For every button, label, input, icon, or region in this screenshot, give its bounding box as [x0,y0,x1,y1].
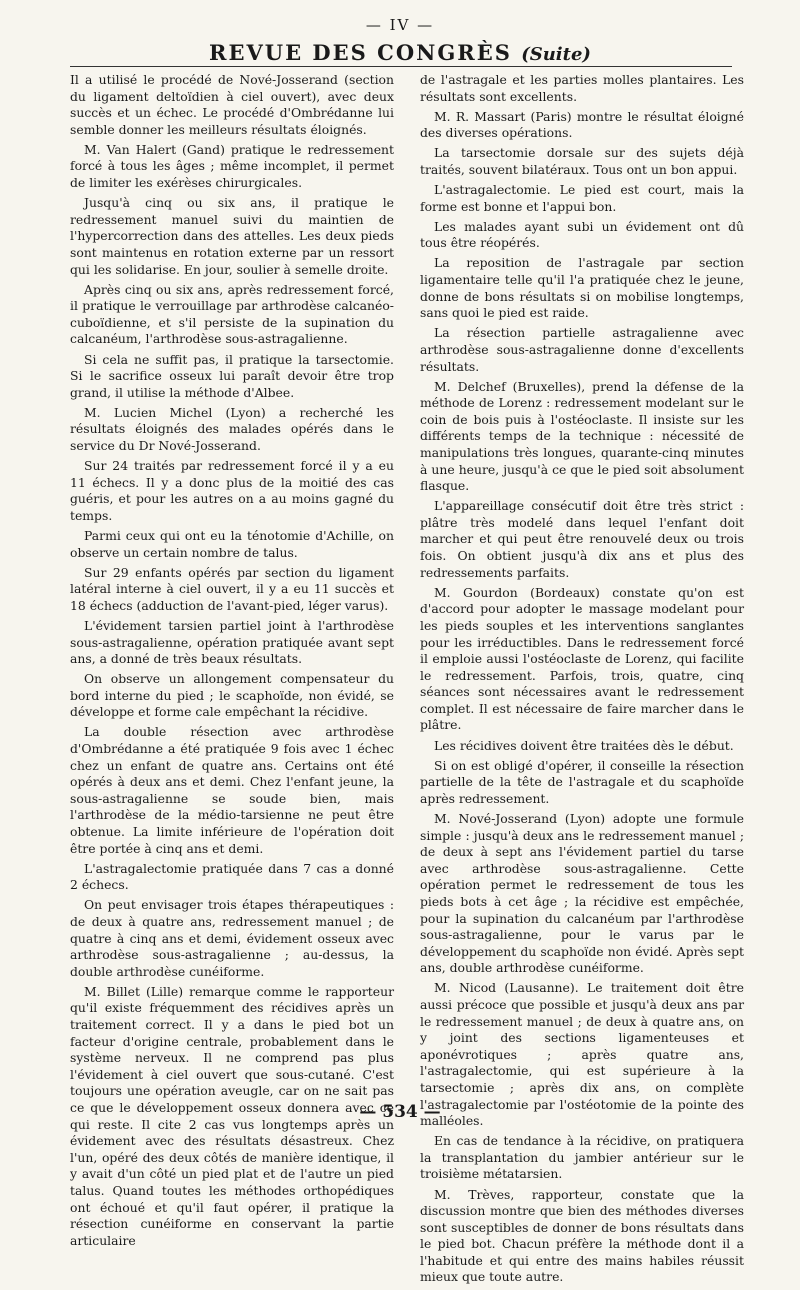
page-title [0,40,800,65]
paragraph: Les malades ayant subi un évidement ont dû tous être réopérés. [420,218,744,251]
page-number: — 534 — [359,1102,441,1122]
paragraph: En cas de tendance à la récidive, on pratiquera la transplantation du jambier antérieur sur le troisième métatarsien. [420,1133,744,1182]
paragraph: Si on est obligé d'opérer, il conseille la résection partielle de la tête de l'astragale et du scaphoïde après redressement. [420,757,744,806]
paragraph: M. Delchef (Bruxelles), prend la défense de la méthode de Lorenz : redressement modelant sur le coin de bois puis à l'ostéoclaste. Il insiste sur les différents temps de la technique : nécessité de manipulations très longues, quarante-cinq minutes à une heure, jusqu'à ce que le pied soit absolument flasque. [420,378,744,494]
paragraph: M. Billet (Lille) remarque comme le rapporteur qu'il existe fréquemment des récidives après un traitement correct. Il y a dans le pied bot un facteur d'origine centrale, probablement dans le système nerveux. Il ne comprend pas plus l'évidement à ciel ouvert que sous-cutané. C'est toujours une opération aveugle, car on ne sait pas ce que le développement osseux donnera avec ce qui reste. Il cite 2 cas vus longtemps après un évidement avec des résultats désastreux. Chez l'un, opéré des deux côtés de manière identique, il y avait d'un côté un pied plat et de l'autre un pied talus. Quand toutes les méthodes orthopédiques ont échoué et qu'il faut opérer, il pratique la résection cunéiforme en conservant la partie articulaire [70,983,394,1248]
paragraph: La double résection avec arthrodèse d'Ombrédanne a été pratiquée 9 fois avec 1 échec chez un enfant de quatre ans. Certains ont été opérés à deux ans et demi. Chez l'enfant jeune, la sous-astragalienne se soude bien, mais l'arthrodèse de la médio-tarsienne ne peut être obtenue. La limite inférieure de l'opération doit être portée à cinq ans et demi. [70,724,394,856]
paragraph: de l'astragale et les parties molles plantaires. Les résultats sont excellents. [420,72,744,104]
paragraph: L'astragalectomie. Le pied est court, mais la forme est bonne et l'appui bon. [420,182,744,214]
paragraph: Jusqu'à cinq ou six ans, il pratique le redressement manuel suivi du maintien de l'hypercorrection dans des attelles. Les deux pieds sont maintenus en rotation externe par un ressort qui les solidarise. En jour, soulier à semelle droite. [70,195,394,277]
paragraph: Il a utilisé le procédé de Nové-Josserand (section du ligament deltoïdien à ciel ouvert), avec deux succès et un échec. Le procédé d'Ombrédanne lui semble donner les meilleurs résultats éloignés. [70,72,394,137]
paragraph: M. R. Massart (Paris) montre le résultat éloigné des diverses opérations. [420,108,744,141]
paragraph: Sur 29 enfants opérés par section du ligament latéral interne à ciel ouvert, il y a eu 11 succès et 18 échecs (adduction de l'avant-pied, léger varus). [70,564,394,613]
title-text: REVUE DES CONGRÈS [209,40,512,65]
paragraph: Sur 24 traités par redressement forcé il y a eu 11 échecs. Il y a donc plus de la moitié des cas guéris, et pour les autres on a au moins gagné du temps. [70,458,394,523]
paragraph: La tarsectomie dorsale sur des sujets déjà traités, souvent bilatéraux. Tous ont un bon appui. [420,145,744,177]
paragraph: La reposition de l'astragale par section ligamentaire telle qu'il l'a pratiquée chez le jeune, donne de bons résultats si on mobilise longtemps, sans quoi le pied est raide. [420,255,744,321]
paragraph: L'astragalectomie pratiquée dans 7 cas a donné 2 échecs. [70,860,394,893]
title-rule [70,66,732,67]
paragraph: Parmi ceux qui ont eu la ténotomie d'Achille, on observe un certain nombre de talus. [70,527,394,560]
left-column [70,72,394,1253]
top-section-marker: — IV — [365,16,435,34]
paragraph: La résection partielle astragalienne avec arthrodèse sous-astragalienne donne d'excellents résultats. [420,325,744,374]
paragraph: M. Van Halert (Gand) pratique le redressement forcé à tous les âges ; même incomplet, il permet de limiter les exérèses chirurgicales. [70,141,394,191]
paragraph: Après cinq ou six ans, après redressement forcé, il pratique le verrouillage par arthrodèse calcanéo-cuboïdienne, et s'il persiste de la supination du calcanéum, l'arthrodèse sous-astragalienne. [70,281,394,347]
paragraph: L'appareillage consécutif doit être très strict : plâtre très modelé dans lequel l'enfant doit marcher et qui peut être renouvelé deux ou trois fois. On obtient jusqu'à dix ans et plus des redressements parfaits. [420,498,744,580]
paragraph: On observe un allongement compensateur du bord interne du pied ; le scaphoïde, non évidé, se développe et forme cale empêchant la récidive. [70,671,394,720]
paragraph: M. Gourdon (Bordeaux) constate qu'on est d'accord pour adopter le massage modelant pour les pieds souples et les interventions sanglantes pour les irréductibles. Dans le redressement forcé il emploie aussi l'ostéoclaste de Lorenz, qui facilite le redressement. Parfois, trois, quatre, cinq séances sont nécessaires avant le redressement complet. Il est nécessaire de faire marcher dans le plâtre. [420,584,744,733]
paragraph: Les récidives doivent être traitées dès le début. [434,737,734,753]
paragraph: M. Trèves, rapporteur, constate que la discussion montre que bien des méthodes diverses sont susceptibles de donner de bons résultats dans le pied bot. Chacun préfère la méthode dont il a l'habitude et qui entre des mains habiles réussit mieux que toute autre. [420,1186,744,1285]
paragraph: L'évidement tarsien partiel joint à l'arthrodèse sous-astragalienne, opération pratiquée avant sept ans, a donné de très beaux résultats. [70,617,394,667]
paragraph: On peut envisager trois étapes thérapeutiques : de deux à quatre ans, redressement manuel ; de quatre à cinq ans et demi, évidement osseux avec arthrodèse sous-astragalienne ; au-dessus, la double arthrodèse cunéiforme. [70,897,394,979]
paragraph: M. Nové-Josserand (Lyon) adopte une formule simple : jusqu'à deux ans le redressement manuel ; de deux à sept ans l'évidement partiel du tarse avec arthrodèse sous-astragalienne. Cette opération permet le redressement de tous les pieds bots à cet âge ; la récidive est empêchée, pour la supination du calcanéum par l'arthrodèse sous-astragalienne, pour le varus par le développement du scaphoïde non évidé. Après sept ans, double arthrodèse cunéiforme. [420,810,744,976]
title-suffix: (Suite) [521,44,591,65]
paragraph: M. Nicod (Lausanne). Le traitement doit être aussi précoce que possible et jusqu'à deux ans par le redressement manuel ; de deux à quatre ans, on y joint des sections ligamenteuses et aponévrotiques ; après quatre ans, l'astragalectomie, qui est supérieure à la tarsectomie ; après dix ans, on complète l'astragalectomie par l'ostéotomie de la pointe des malléoles. [420,980,744,1129]
paragraph: M. Lucien Michel (Lyon) a recherché les résultats éloignés des malades opérés dans le service du Dr Nové-Josserand. [70,404,394,453]
paragraph: Si cela ne suffit pas, il pratique la tarsectomie. Si le sacrifice osseux lui paraît devoir être trop grand, il utilise la méthode d'Albee. [70,351,394,400]
